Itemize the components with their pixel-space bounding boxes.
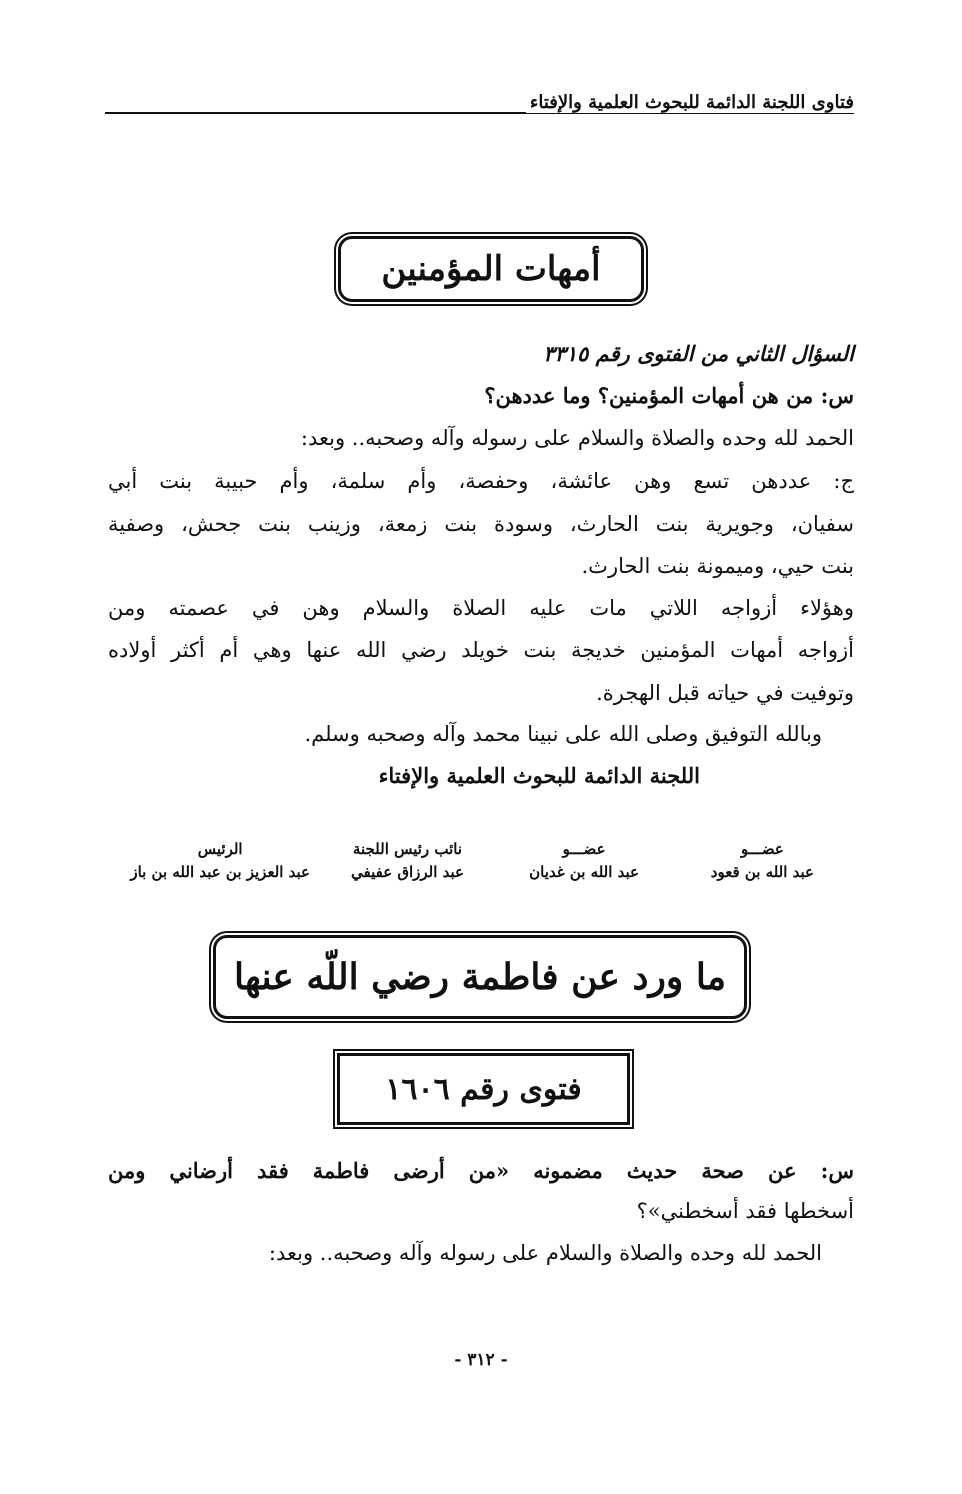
- signature-vice-chair: [351, 838, 464, 885]
- signature-member-2: [529, 838, 639, 885]
- signature-name: عبد العزيز بن عبد الله بن باز: [130, 863, 310, 882]
- signature-role: الرئيس: [197, 840, 243, 858]
- running-head-text: فتاوى اللجنة الدائمة للبحوث العلمية والإفتاء: [526, 92, 854, 113]
- opening-praise-fatima: الحمد لله وحده والصلاة والسلام على رسوله وآله وصحبه.. وبعد:: [268, 1241, 822, 1265]
- section-title-mothers-of-believers: أمهات المؤمنين: [338, 236, 644, 302]
- signature-role: نائب رئيس اللجنة: [352, 840, 463, 858]
- answer-line-2: سفيان، وجويرية بنت الحارث، وسودة بنت زمعة، وزينب بنت جحش، وصفية: [108, 512, 854, 536]
- question-reference: السؤال الثاني من الفتوى رقم ٣٣١٥: [543, 341, 854, 366]
- signature-name: عبد الله بن غديان: [529, 863, 639, 882]
- opening-praise: الحمد لله وحده والصلاة والسلام على رسوله وآله وصحبه.. وبعد:: [300, 426, 854, 450]
- signature-name: عبد الله بن قعود: [710, 863, 814, 882]
- signature-chair: [130, 838, 310, 885]
- page-number: - ٣١٢ -: [454, 1350, 508, 1370]
- committee-name: اللجنة الدائمة للبحوث العلمية والإفتاء: [378, 763, 700, 788]
- answer-line-5: أزواجه أمهات المؤمنين خديجة بنت خويلد رضي الله عنها وهي أم أكثر أولاده: [108, 638, 854, 662]
- answer-line-4: وهؤلاء أزواجه اللاتي مات عليه الصلاة والسلام وهن في عصمته ومن: [108, 596, 854, 620]
- question-line-fatima-2: أسخطها فقد أسخطني»؟: [636, 1199, 854, 1223]
- question-line: س: من هن أمهات المؤمنين؟ وما عددهن؟: [484, 383, 854, 408]
- running-header: [105, 92, 854, 122]
- closing-prayer: وبالله التوفيق وصلى الله على نبينا محمد وآله وصحبه وسلم.: [304, 722, 822, 746]
- answer-line-6: وتوفيت في حياته قبل الهجرة.: [596, 681, 854, 705]
- fatwa-number-box: فتوى رقم ١٦٠٦: [337, 1053, 630, 1125]
- question-line-fatima-1: س: عن صحة حديث مضمونه «من أرضى فاطمة فقد أرضاني ومن: [108, 1158, 854, 1183]
- answer-line-3: بنت حيي، وميمونة بنت الحارث.: [581, 554, 854, 578]
- signature-role: عضـــو: [740, 840, 784, 858]
- signature-role: عضـــو: [562, 840, 606, 858]
- signature-name: عبد الرزاق عفيفي: [350, 863, 464, 882]
- signature-member-1: [711, 838, 814, 885]
- answer-line-1: ج: عددهن تسع وهن عائشة، وحفصة، وأم سلمة، وأم حبيبة بنت أبي: [108, 469, 854, 493]
- section-title-fatima: ما ورد عن فاطمة رضي اللّه عنها: [213, 935, 747, 1019]
